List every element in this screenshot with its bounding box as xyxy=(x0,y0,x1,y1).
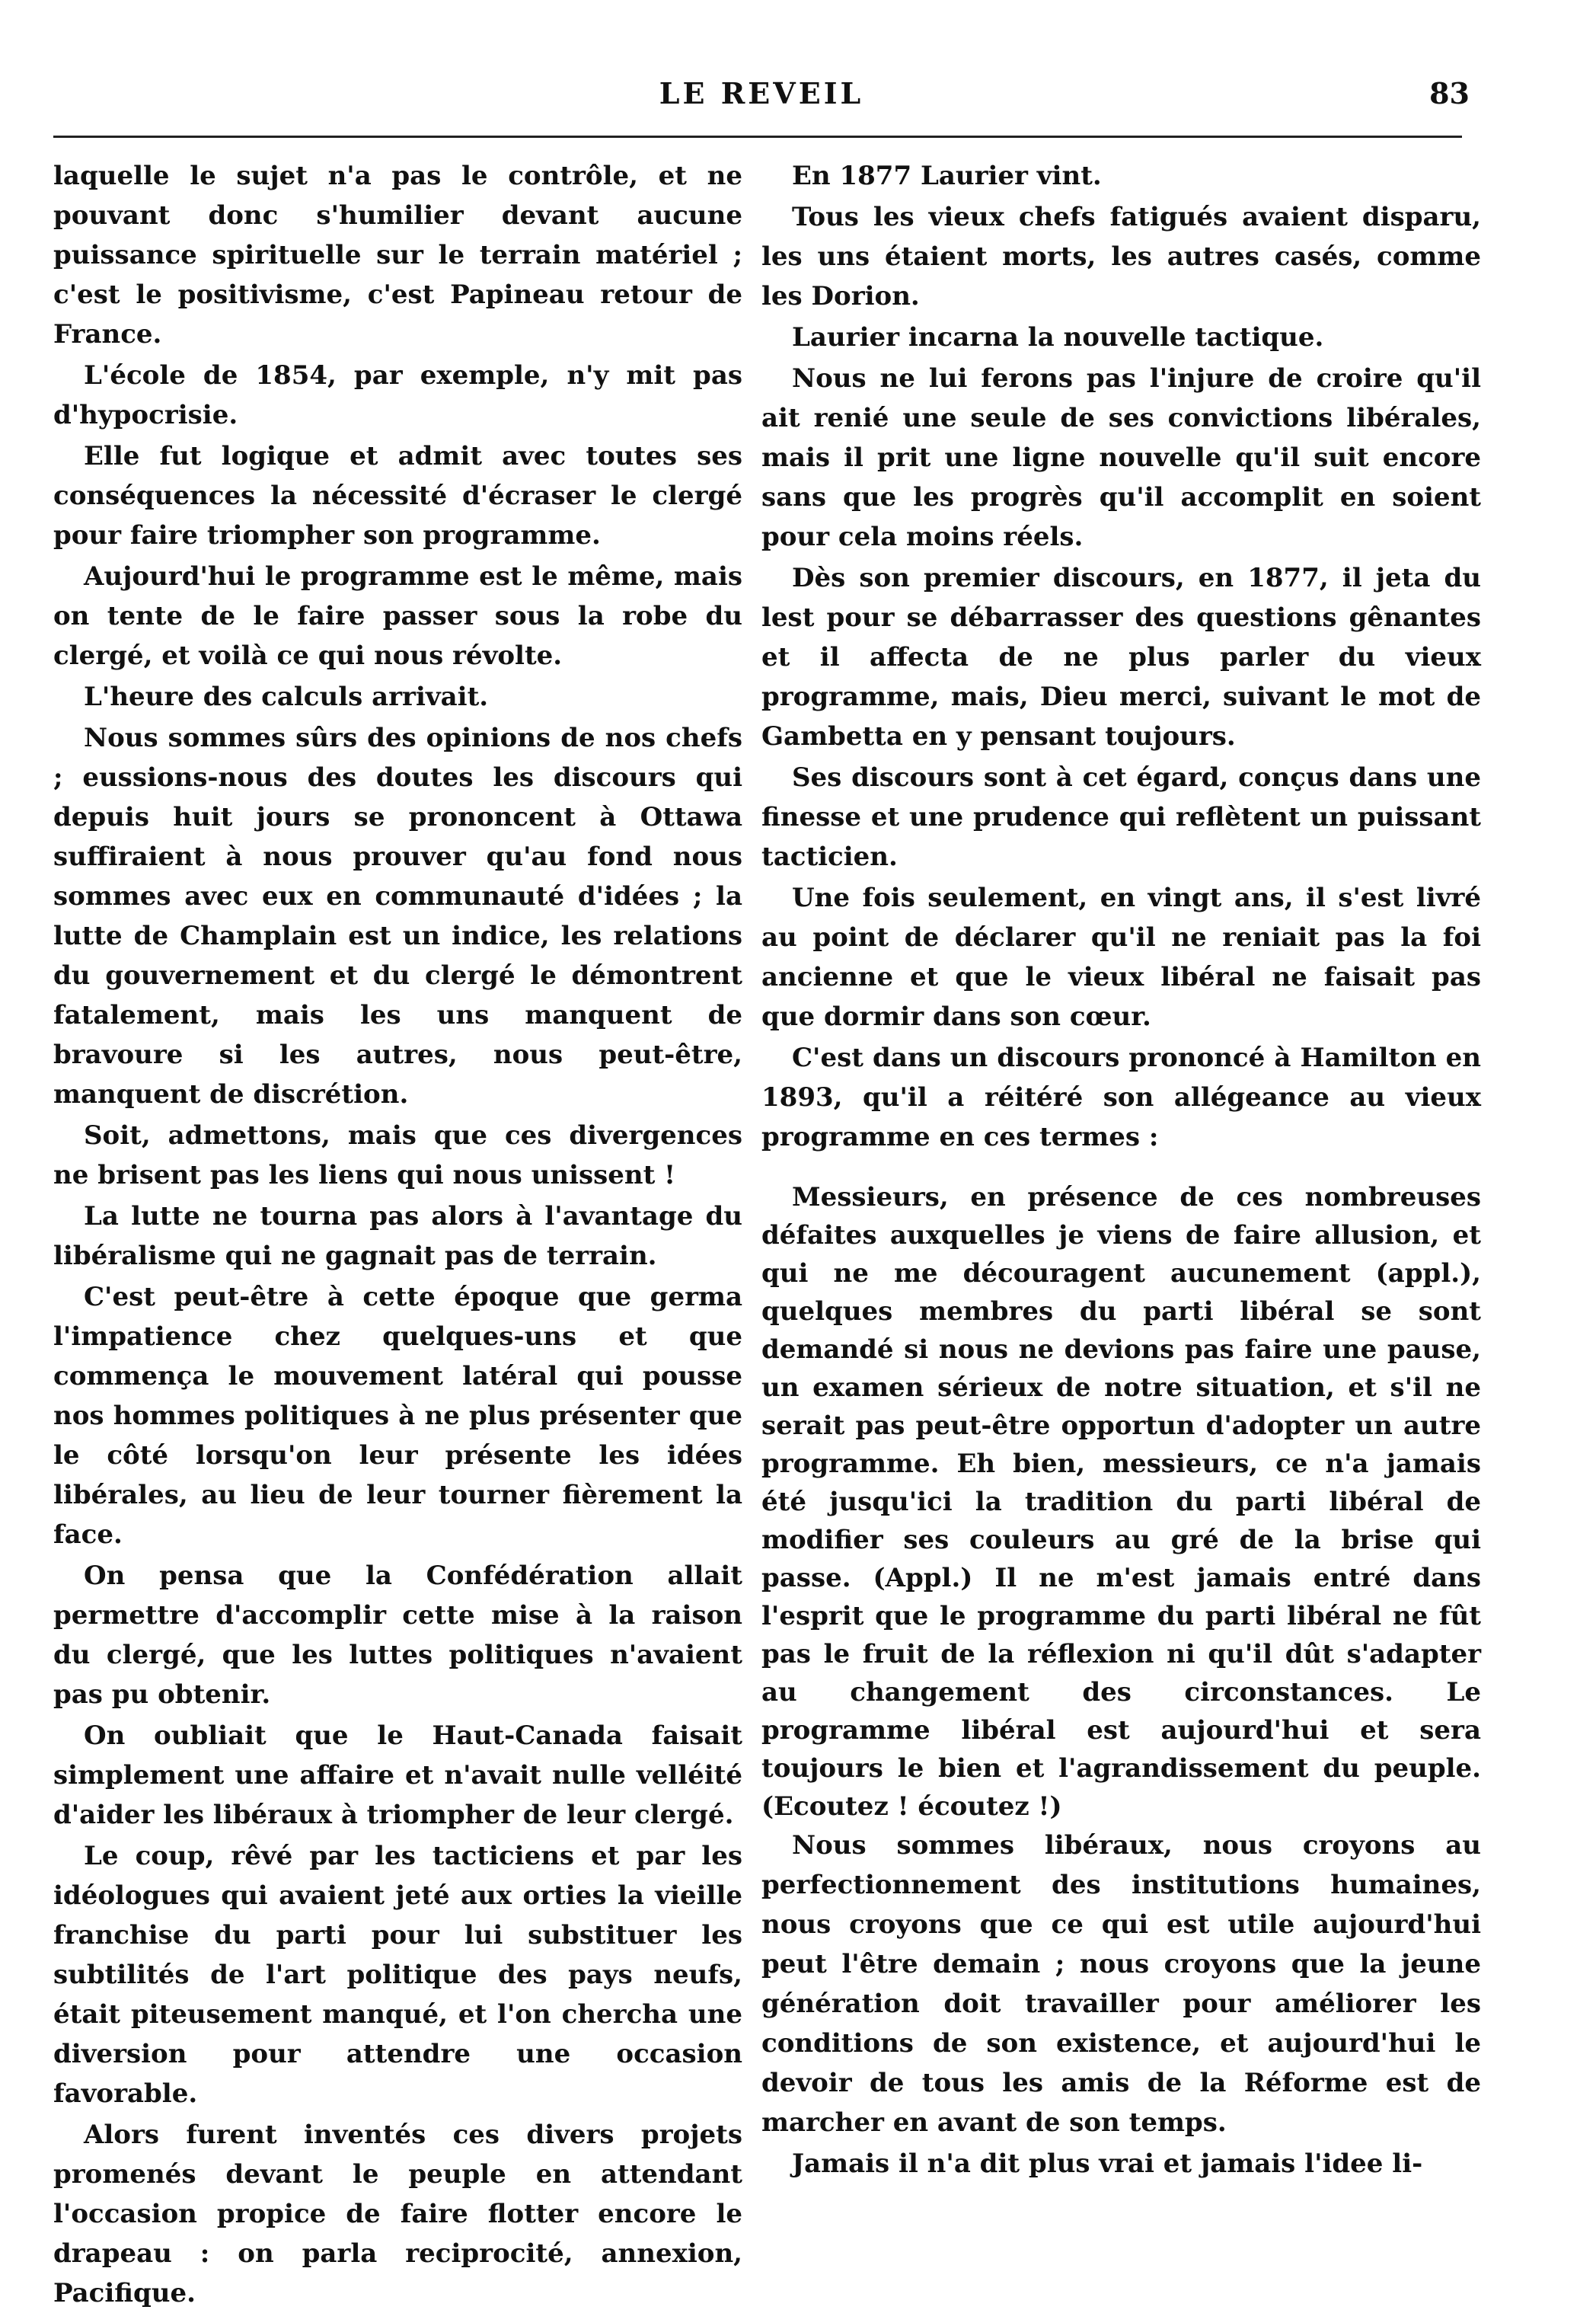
running-title: LE REVEIL xyxy=(659,76,864,110)
quote-paragraph: Nous sommes libéraux, nous croyons au perfectionnement des institutions humaines, nous croyons que ce qui est utile aujourd'hui peut l'être demain ; nous croyons que la jeune génération doit travailler pour améliorer les conditions de son existence, et aujourd'hui le devoir de tous les amis de la Réforme est de marcher en avant de son temps. xyxy=(761,1830,1481,2138)
paragraph: Elle fut logique et admit avec toutes ses conséquences la nécessité d'écraser le clergé pour faire triompher son programme. xyxy=(53,441,742,551)
paragraph: Soit, admettons, mais que ces divergences ne brisent pas les liens qui nous unissent ! xyxy=(53,1120,742,1190)
paragraph: On oubliait que le Haut-Canada faisait simplement une affaire et n'avait nulle velléité d'aider les libéraux à triompher de leur clergé. xyxy=(53,1720,742,1830)
paragraph: L'école de 1854, par exemple, n'y mit pas d'hypocrisie. xyxy=(53,360,742,430)
right-column xyxy=(761,156,1481,2184)
paragraph: laquelle le sujet n'a pas le contrôle, et ne pouvant donc s'humilier devant aucune puissance spirituelle sur le terrain matériel ; c'est le positivisme, c'est Papineau retour de France. xyxy=(53,161,742,350)
paragraph: En 1877 Laurier vint. xyxy=(792,161,1102,191)
paragraph: On pensa que la Confédération allait permettre d'accomplir cette mise à la raison du clergé, que les luttes politiques n'avaient pas pu obtenir. xyxy=(53,1561,742,1710)
paragraph: Tous les vieux chefs fatigués avaient disparu, les uns étaient morts, les autres casés, comme les Dorion. xyxy=(761,202,1481,311)
quote-paragraph: Messieurs, en présence de ces nombreuses défaites auxquelles je viens de faire allusion, et qui ne me découragent aucunement (appl.), quelques membres du parti libéral se sont demandé si nous ne devions pas faire une pause, un examen sérieux de notre situation, et s'il ne serait pas peut-être opportun d'adopter un autre programme. Eh bien, messieurs, ce n'a jamais été jusqu'ici la tradition du parti libéral de modifier ses couleurs au gré de la brise qui passe. (Appl.) Il ne m'est jamais entré dans l'esprit que le programme du parti libéral ne fût pas le fruit de la réflexion ni qu'il dût s'adapter au changement des circonstances. Le programme libéral est aujourd'hui et sera toujours le bien et l'agrandissement du peuple. (Ecoutez ! écoutez !) xyxy=(761,1182,1481,1822)
page-header xyxy=(53,76,1470,122)
page-number: 83 xyxy=(1429,76,1470,110)
paragraph: Laurier incarna la nouvelle tactique. xyxy=(792,322,1324,353)
paragraph: Dès son premier discours, en 1877, il jeta du lest pour se débarrasser des questions gênantes et il affecta de ne plus parler du vieux programme, mais, Dieu merci, suivant le mot de Gambetta en y pensant toujours. xyxy=(761,563,1481,752)
paragraph: Une fois seulement, en vingt ans, il s'est livré au point de déclarer qu'il ne reniait pas la foi ancienne et que le vieux libéral ne faisait pas que dormir dans son cœur. xyxy=(761,883,1481,1032)
paragraph: Ses discours sont à cet égard, conçus dans une finesse et une prudence qui reflètent un puissant tacticien. xyxy=(761,762,1481,872)
paragraph: Aujourd'hui le programme est le même, mais on tente de le faire passer sous la robe du clergé, et voilà ce qui nous révolte. xyxy=(53,561,742,671)
paragraph: C'est peut-être à cette époque que germa l'impatience chez quelques-uns et que commença le mouvement latéral qui pousse nos hommes politiques à ne plus présenter que le côté lorsqu'on leur présente les idées libérales, au lieu de leur tourner fièrement la face. xyxy=(53,1282,742,1550)
paragraph: Nous ne lui ferons pas l'injure de croire qu'il ait renié une seule de ses convictions libérales, mais il prit une ligne nouvelle qu'il suit encore sans que les progrès qu'il accomplit en soient pour cela moins réels. xyxy=(761,363,1481,552)
left-column xyxy=(53,156,742,2313)
paragraph: L'heure des calculs arrivait. xyxy=(84,682,489,712)
paragraph: C'est dans un discours prononcé à Hamilton en 1893, qu'il a réitéré son allégeance au vieux programme en ces termes : xyxy=(761,1043,1481,1152)
paragraph: Nous sommes sûrs des opinions de nos chefs ; eussions-nous des doutes les discours qui depuis huit jours se prononcent à Ottawa suffiraient à nous prouver qu'au fond nous sommes avec eux en communauté d'idées ; la lutte de Champlain est un indice, les relations du gouvernement et du clergé le démontrent fatalement, mais les uns manquent de bravoure si les autres, nous peut-être, manquent de discrétion. xyxy=(53,723,742,1110)
header-rule xyxy=(53,136,1462,138)
paragraph: La lutte ne tourna pas alors à l'avantage du libéralisme qui ne gagnait pas de terrain. xyxy=(53,1201,742,1271)
paragraph: Alors furent inventés ces divers projets promenés devant le peuple en attendant l'occasion propice de faire flotter encore le drapeau : on parla reciprocité, annexion, Pacifique. xyxy=(53,2120,742,2308)
closing-line: Jamais il n'a dit plus vrai et jamais l'idee li- xyxy=(792,2148,1423,2179)
paragraph: Le coup, rêvé par les tacticiens et par les idéologues qui avaient jeté aux orties la vieille franchise du parti pour lui substituer les subtilités de l'art politique des pays neufs, était piteusement manqué, et l'on chercha une diversion pour attendre une occasion favorable. xyxy=(53,1841,742,2109)
